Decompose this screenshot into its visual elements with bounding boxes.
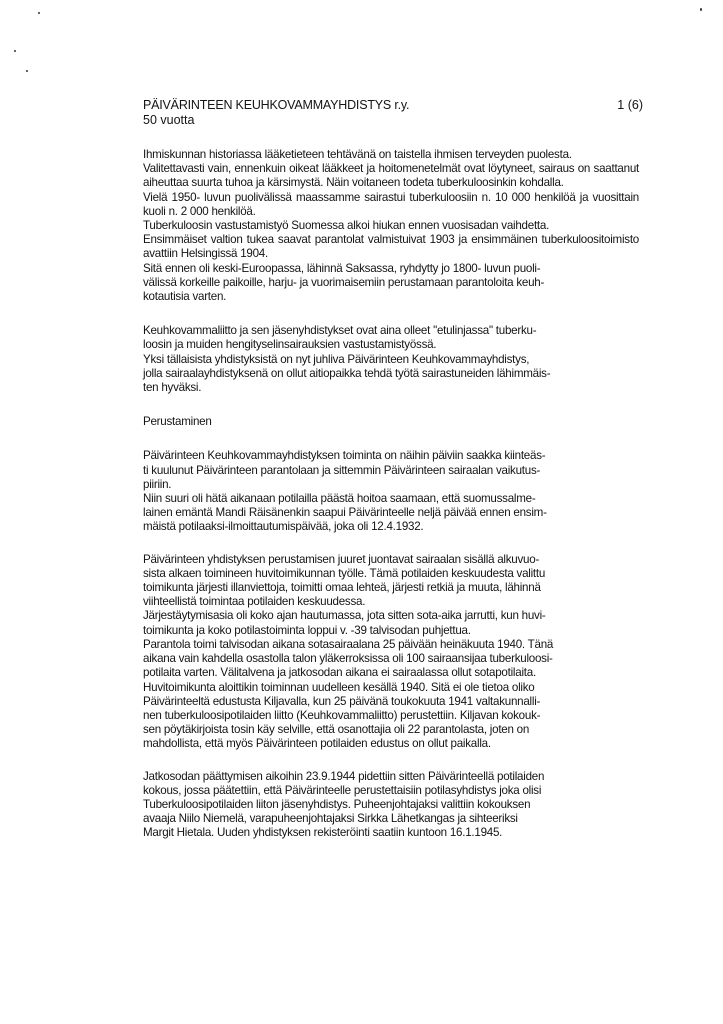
- paragraph: Jatkosodan päättymisen aikoihin 23.9.1944 pidettiin sitten Päivärinteellä potilaiden kokous, jossa päätettiin, että Päivärinteelle perustettaisiin potilasyhdistys joka olisi Tuberkuloosipotilaiden liiton jäsenyhdistys. Puheenjohtajaksi valittiin kokouksen avaaja Niilo Niemelä, varapuheenjohtajaksi Sirkka Lähetkangas ja sihteeriksi Margit Hietala. Uuden yhdistyksen rekisteröinti saatiin kuntoon 16.1.1945.: [143, 769, 545, 840]
- section-heading: Perustaminen: [143, 415, 212, 429]
- paragraph: Päivärinteen yhdistyksen perustamisen juuret juontavat sairaalan sisällä alkuvuo- sista alkaen toimineen huvitoimikunnan työlle. Tämä potilaiden keskuudesta valittu toimikunta järjesti illanviettoja, toimitti omaa lehteä, järjesti retkiä ja muuta, lähinnä viihteellistä toimintaa potilaiden keskuudessa.: [143, 552, 546, 609]
- paragraph: Tuberkuloosin vastustamistyö Suomessa alkoi hiukan ennen vuosisadan vaihdetta.: [143, 219, 550, 233]
- paragraph: Sitä ennen oli keski-Euroopassa, lähinnä Saksassa, ryhdytty jo 1800- luvun puoli- välissä korkeille paikoille, harju- ja vuorimaisemiin perustamaan parantoloita keuh- kotautisia varten.: [143, 261, 545, 304]
- scan-speck: [14, 50, 16, 52]
- paragraph: Keuhkovammaliitto ja sen jäsenyhdistykset ovat aina olleet "etulinjassa" tuberku- loosin ja muiden hengityselinsairauksien vastustamistyössä.: [143, 324, 537, 352]
- paragraph: Päivärinteen Keuhkovammayhdistyksen toiminta on näihin päiviin saakka kiinteäs- ti kuulunut Päivärinteen parantolaan ja sittemmin Päivärinteen sairaalan vaikutus- piiriin.: [143, 449, 546, 491]
- paragraph: Yksi tällaisista yhdistyksistä on nyt juhliva Päivärinteen Keuhkovammayhdistys, jolla sairaalayhdistyksenä on ollut aitiopaikka tehdä työtä sairastuneiden lähimmäis- ten hyväksi.: [143, 352, 551, 395]
- paragraph: Valitettavasti vain, ennenkuin oikeat lääkkeet ja hoitomenetelmät ovat löytyneet, sairaus on saattanut aiheuttaa suurta tuhoa ja kärsimystä. Näin voitaneen todeta tuberkuloosinkin kohdalla.: [143, 162, 639, 190]
- document-body: [143, 148, 639, 841]
- anniversary-subtitle: 50 vuotta: [143, 113, 195, 127]
- document-header: [143, 98, 643, 128]
- paragraph: Ihmiskunnan historiassa lääketieteen tehtävänä on taistella ihmisen terveyden puolesta.: [143, 148, 572, 161]
- paragraph: Parantola toimi talvisodan aikana sotasairaalana 25 päivään heinäkuuta 1940. Tänä aikana vain kahdella osastolla talon yläkerroksissa oli 100 sairaansijaa tuberkuloosi- potilaita varten. Välitalvena ja jatkosodan aikana ei sairaalassa ollut sotapotilaita. Huvitoimikunta aloittikin toiminnan uudelleen kesällä 1940. Sitä ei ole tietoa oliko Päivärinteeltä edustusta Kiljavalla, kun 25 päivänä toukokuuta 1941 valtakunnalli- nen tuberkuloosipotilaiden liitto (Keuhkovammaliitto) perustettiin. Kiljavan kokouk- sen pöytäkirjoista tosin käy selville, että osanottajia oli 22 parantolasta, joten on mahdollista, että myös Päivärinteen potilaiden edustus on ollut paikalla.: [143, 637, 554, 751]
- paragraph: Niin suuri oli hätä aikanaan potilailla päästä hoitoa saamaan, että suomussalme- lainen emäntä Mandi Räisänenkin saapui Päivärinteelle neljä päivää ennen ensim- mäistä potilaaksi-ilmoittautumispäivää, joka oli 12.4.1932.: [143, 492, 547, 534]
- page-number: 1 (6): [617, 98, 643, 112]
- paragraph: Ensimmäiset valtion tukea saavat parantolat valmistuivat 1903 ja ensimmäinen tuberkuloositoimisto avattiin Helsingissä 1904.: [143, 233, 639, 261]
- scan-speck: [26, 70, 28, 72]
- scan-speck: [700, 8, 702, 11]
- paragraph: Vielä 1950- luvun puolivälissä maassamme sairastui tuberkuloosiin n. 10 000 henkilöä ja vuosittain kuoli n. 2 000 henkilöä.: [143, 190, 639, 218]
- paragraph: Järjestäytymisasia oli koko ajan hautumassa, jota sitten sota-aika jarrutti, kun huvi- toimikunta ja koko potilastoiminta loppui v. -39 talvisodan puhjettua.: [143, 609, 546, 637]
- organization-title: PÄIVÄRINTEEN KEUHKOVAMMAYHDISTYS r.y.: [143, 98, 410, 112]
- scan-speck: [38, 12, 40, 14]
